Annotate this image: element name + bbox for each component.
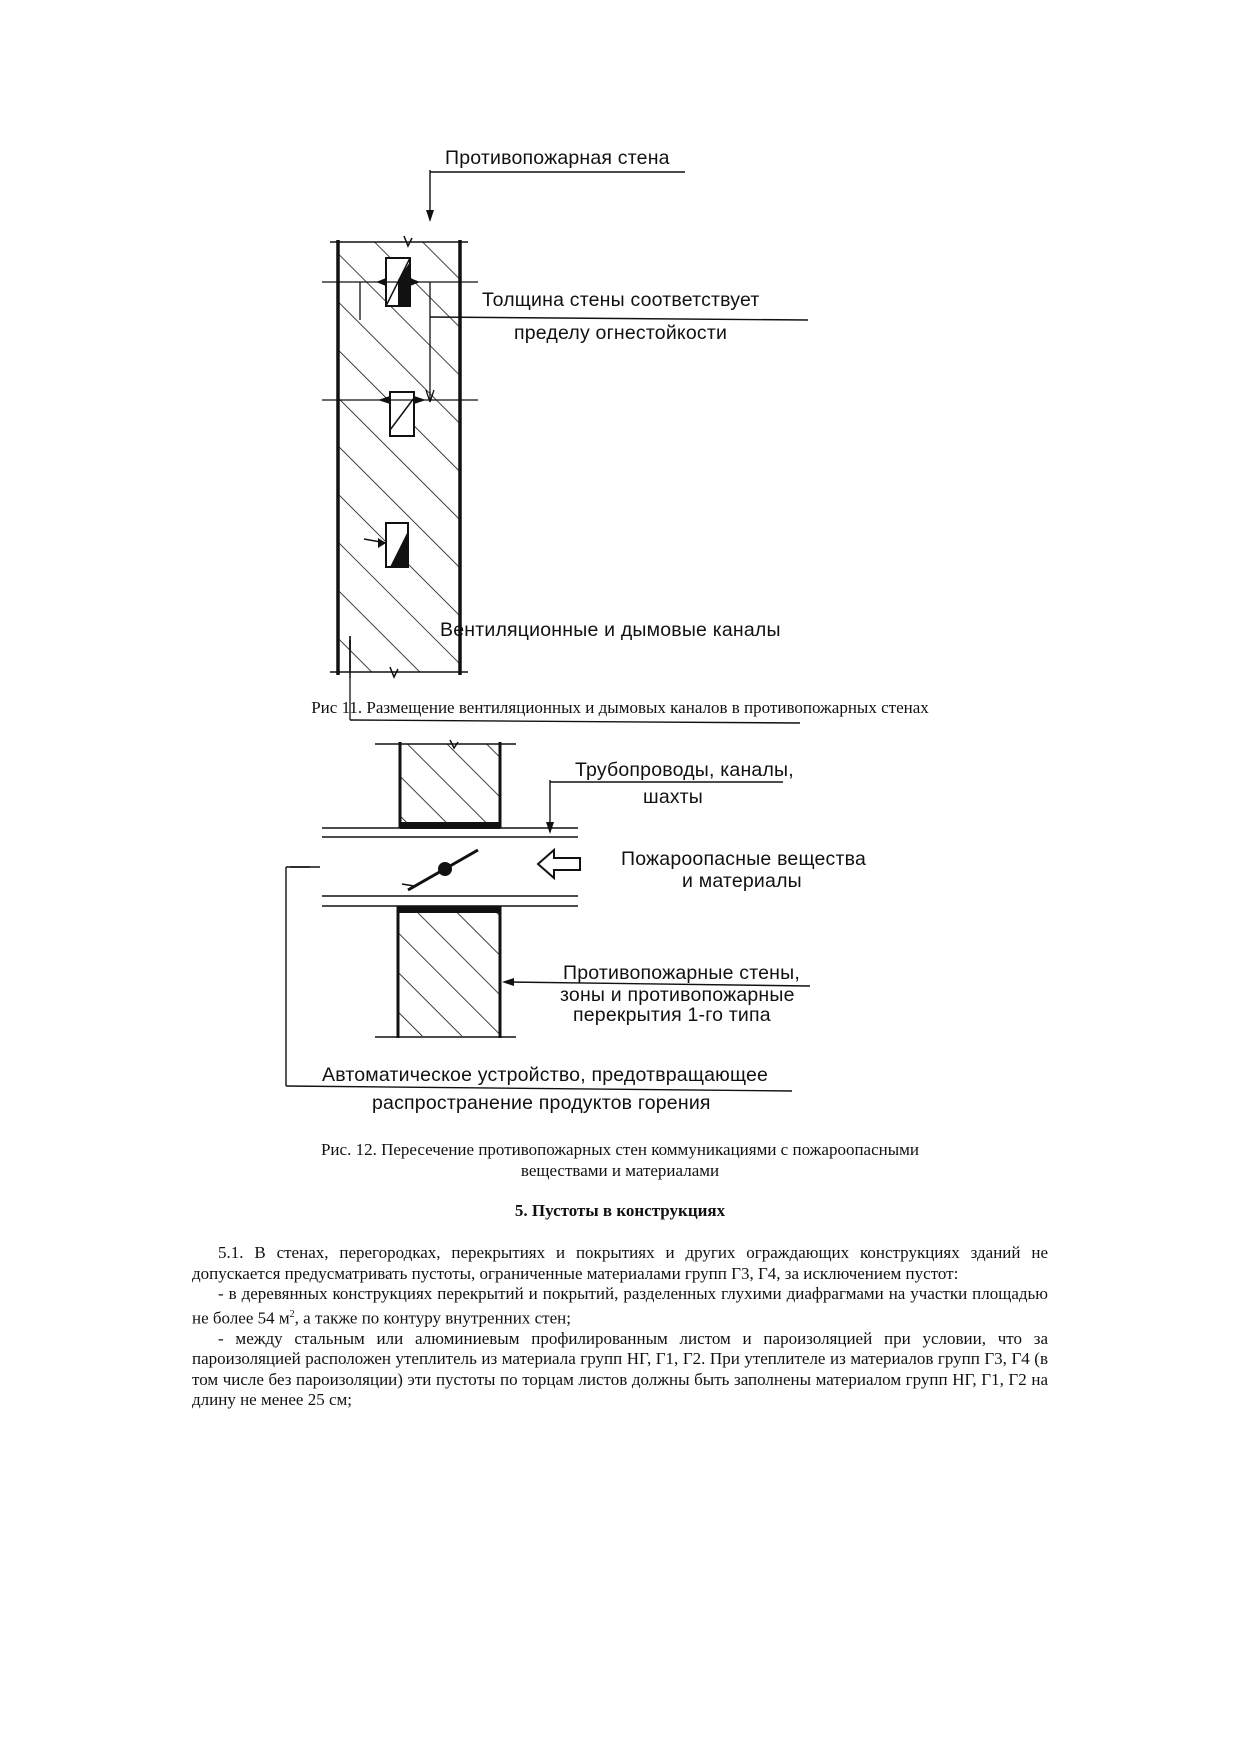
label-channels: Вентиляционные и дымовые каналы <box>440 619 781 641</box>
paragraph-5-1: 5.1. В стенах, перегородках, перекрытиях и покрытиях и других ограждающих конструкциях зданий не допускается предусматривать пустоты, ограниченные материалами групп Г3, Г4, за исключением пустот: <box>192 1243 1048 1283</box>
paragraph-profiled-sheet: - между стальным или алюминиевым профилированным листом и пароизоляцией при условии, что за пароизоляцией расположен утеплитель из материала групп НГ, Г1, Г2. При утеплителе из материалов групп Г3, Г4 (в том числе без пароизоляции) эти пустоты по торцам листов должны быть заполнены материалом групп НГ, Г1, Г2 на длину не менее 25 см; <box>192 1328 1048 1410</box>
label-walls-line1: Противопожарные стены, <box>563 962 800 984</box>
label-thickness-line2: пределу огнестойкости <box>514 322 728 344</box>
figure-11-diagram <box>320 140 840 740</box>
label-thickness-line1: Толщина стены соответствует <box>482 289 760 311</box>
section-body <box>192 1243 1048 1411</box>
paragraph-wooden-structures <box>192 1284 1048 1329</box>
figure-12-diagram <box>280 736 810 1106</box>
figure-12-caption-line2: веществами и материалами <box>520 1161 720 1180</box>
label-pipes-line2: шахты <box>643 786 703 808</box>
superscript-2: 2 <box>289 1308 295 1320</box>
section-heading: 5. Пустоты в конструкциях <box>514 1201 726 1220</box>
label-hazard-line1: Пожароопасные вещества <box>621 848 866 870</box>
label-walls-line3: перекрытия 1-го типа <box>573 1004 771 1026</box>
label-fire-wall: Противопожарная стена <box>445 147 670 169</box>
channel-3 <box>386 523 408 567</box>
label-walls-line2: зоны и противопожарные <box>560 984 795 1006</box>
channel-2 <box>390 392 414 436</box>
label-device-line1: Автоматическое устройство, предотвращающее <box>322 1064 769 1086</box>
label-device-line2: распространение продуктов горения <box>372 1092 711 1114</box>
paragraph-wooden-text-a: - в деревянных конструкциях перекрытий и покрытий, разделенных глухими диафрагмами на участки площадью не более 54 м <box>192 1284 1048 1328</box>
paragraph-wooden-text-b: , а также по контуру внутренних стен; <box>294 1308 571 1328</box>
figure-12-caption-line1: Рис. 12. Пересечение противопожарных стен коммуникациями с пожароопасными <box>320 1140 920 1159</box>
label-pipes-line1: Трубопроводы, каналы, <box>575 759 794 781</box>
figure-11-caption: Рис 11. Размещение вентиляционных и дымовых каналов в противопожарных стенах <box>311 698 929 717</box>
label-hazard-line2: и материалы <box>682 870 802 892</box>
